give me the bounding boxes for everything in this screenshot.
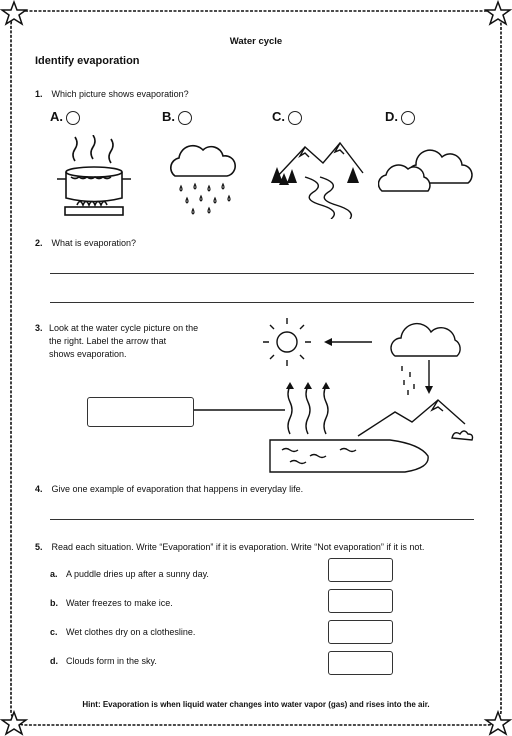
star-icon [486, 2, 510, 24]
question-number: 2. [35, 238, 43, 248]
question-2 [35, 237, 136, 250]
question-number: 4. [35, 484, 43, 494]
situation-d-answer-box[interactable] [328, 651, 393, 675]
star-icon [2, 2, 26, 24]
situation-item [50, 569, 209, 579]
evaporation-arrow [288, 386, 292, 434]
option-letter: D. [385, 109, 398, 124]
rain-drops [402, 366, 414, 395]
item-text: Wet clothes dry on a clothesline. [66, 627, 196, 637]
option-letter: A. [50, 109, 63, 124]
mountains-icon [358, 400, 465, 436]
option-b-radio[interactable] [178, 111, 192, 125]
situation-item [50, 656, 157, 666]
answer-line[interactable] [50, 302, 474, 303]
bush-icon [452, 431, 473, 440]
item-text: Water freezes to make ice. [66, 598, 173, 608]
question-text: Look at the water cycle picture on the [49, 323, 199, 333]
worksheet-title: Water cycle [229, 36, 283, 47]
item-letter: b. [50, 598, 58, 608]
question-text: Which picture shows evaporation? [51, 89, 189, 99]
option-c-radio[interactable] [288, 111, 302, 125]
item-letter: a. [50, 569, 58, 579]
answer-line[interactable] [50, 273, 474, 274]
lake-icon [270, 440, 428, 472]
evaporation-arrow [306, 386, 310, 434]
question-4 [35, 483, 303, 496]
item-letter: c. [50, 627, 58, 637]
label-answer-box[interactable] [87, 397, 194, 427]
question-text: shows evaporation. [49, 349, 127, 359]
clouds-icon [378, 145, 476, 200]
situation-item [50, 627, 195, 637]
item-text: Clouds form in the sky. [66, 656, 157, 666]
question-text: Give one example of evaporation that happens in everyday life. [51, 484, 304, 494]
question-number: 1. [35, 89, 43, 99]
item-letter: d. [50, 656, 58, 666]
sun-icon [263, 318, 311, 366]
question-number: 3. [35, 323, 43, 333]
question-5 [35, 541, 485, 554]
star-icon [2, 712, 26, 734]
situation-c-answer-box[interactable] [328, 620, 393, 644]
situation-b-answer-box[interactable] [328, 589, 393, 613]
option-letter: C. [272, 109, 285, 124]
question-number: 5. [35, 542, 43, 552]
question-text: Read each situation. Write “Evaporation” if it is evaporation. Write “Not evaporation” if it is not. [51, 542, 425, 552]
rain-cloud-icon [165, 140, 237, 218]
question-text: the right. Label the arrow that [49, 336, 167, 346]
option-b [162, 109, 192, 125]
worksheet-subtitle: Identify evaporation [35, 55, 140, 67]
cloud-icon [391, 324, 460, 356]
boiling-pot-icon [55, 135, 135, 220]
hint-text: Hint: Evaporation is when liquid water changes into water vapor (gas) and rises into the air. [82, 700, 430, 709]
water-cycle-diagram [190, 316, 480, 476]
option-d-radio[interactable] [401, 111, 415, 125]
mountain-river-icon [265, 137, 365, 219]
option-a-radio[interactable] [66, 111, 80, 125]
item-text: A puddle dries up after a sunny day. [66, 569, 209, 579]
option-a [50, 109, 80, 125]
option-c [272, 109, 302, 125]
question-text: What is evaporation? [51, 238, 137, 248]
answer-line[interactable] [50, 519, 474, 520]
option-letter: B. [162, 109, 175, 124]
situation-item [50, 598, 173, 608]
option-d [385, 109, 415, 125]
evaporation-arrow [324, 386, 328, 434]
star-icon [486, 712, 510, 734]
situation-a-answer-box[interactable] [328, 558, 393, 582]
question-1 [35, 88, 189, 101]
